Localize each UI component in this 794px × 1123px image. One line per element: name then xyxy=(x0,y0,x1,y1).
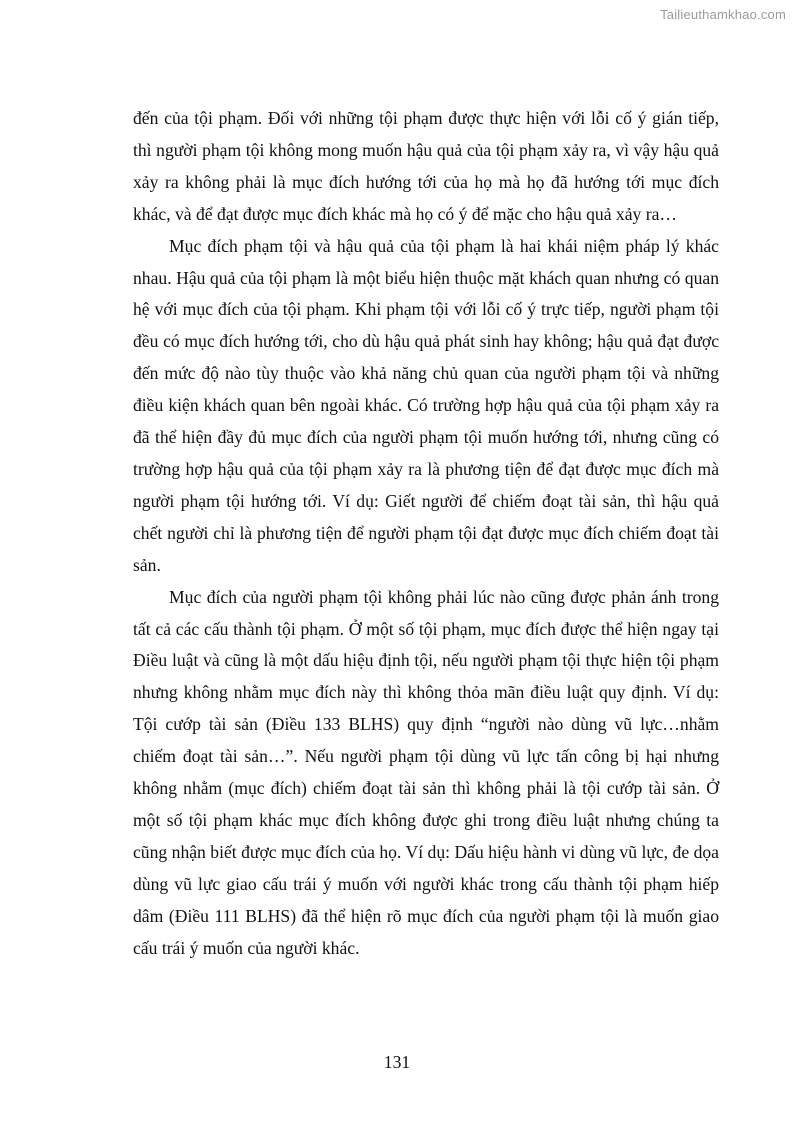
paragraph-continuation: đến của tội phạm. Đối với những tội phạm được thực hiện với lỗi cố ý gián tiếp, thì người phạm tội không mong muốn hậu quả của tội phạm xảy ra, vì vậy hậu quả xảy ra không phải là mục đích hướng tới của họ mà họ đã hướng tới mục đích khác, và để đạt được mục đích khác mà họ có ý để mặc cho hậu quả xảy ra… xyxy=(133,108,719,224)
paragraph: Mục đích phạm tội và hậu quả của tội phạm là hai khái niệm pháp lý khác nhau. Hậu quả của tội phạm là một biểu hiện thuộc mặt khách quan nhưng có quan hệ với mục đích của tội phạm. Khi phạm tội với lỗi cố ý trực tiếp, người phạm tội đều có mục đích hướng tới, cho dù hậu quả phát sinh hay không; hậu quả đạt được đến mức độ nào tùy thuộc vào khả năng chủ quan của người phạm tội và những điều kiện khách quan bên ngoài khác. Có trường hợp hậu quả của tội phạm xảy ra đã thể hiện đầy đủ mục đích của người phạm tội muốn hướng tới, nhưng cũng có trường hợp hậu quả của tội phạm xảy ra là phương tiện để đạt được mục đích mà người phạm tội hướng tới. Ví dụ: Giết người để chiếm đoạt tài sản, thì hậu quả chết người chỉ là phương tiện để người phạm tội đạt được mục đích chiếm đoạt tài sản. xyxy=(133,235,719,575)
document-body xyxy=(133,103,719,964)
paragraph: Mục đích của người phạm tội không phải lúc nào cũng được phản ánh trong tất cả các cấu thành tội phạm. Ở một số tội phạm, mục đích được thể hiện ngay tại Điều luật và cũng là một dấu hiệu định tội, nếu người phạm tội thực hiện tội phạm nhưng không nhằm mục đích này thì không thỏa mãn điều luật quy định. Ví dụ: Tội cướp tài sản (Điều 133 BLHS) quy định “người nào dùng vũ lực…nhằm chiếm đoạt tài sản…”. Nếu người phạm tội dùng vũ lực tấn công bị hại nhưng không nhằm (mục đích) chiếm đoạt tài sản thì không phải là tội cướp tài sản. Ở một số tội phạm khác mục đích không được ghi trong điều luật nhưng chúng ta cũng nhận biết được mục đích của họ. Ví dụ: Dấu hiệu hành vi dùng vũ lực, đe dọa dùng vũ lực giao cấu trái ý muốn với người khác trong cấu thành tội phạm hiếp dâm (Điều 111 BLHS) đã thể hiện rõ mục đích của người phạm tội là muốn giao cấu trái ý muốn của người khác. xyxy=(133,586,719,958)
watermark: Tailieuthamkhao.com xyxy=(660,7,786,22)
page-number: 131 xyxy=(383,1052,411,1072)
